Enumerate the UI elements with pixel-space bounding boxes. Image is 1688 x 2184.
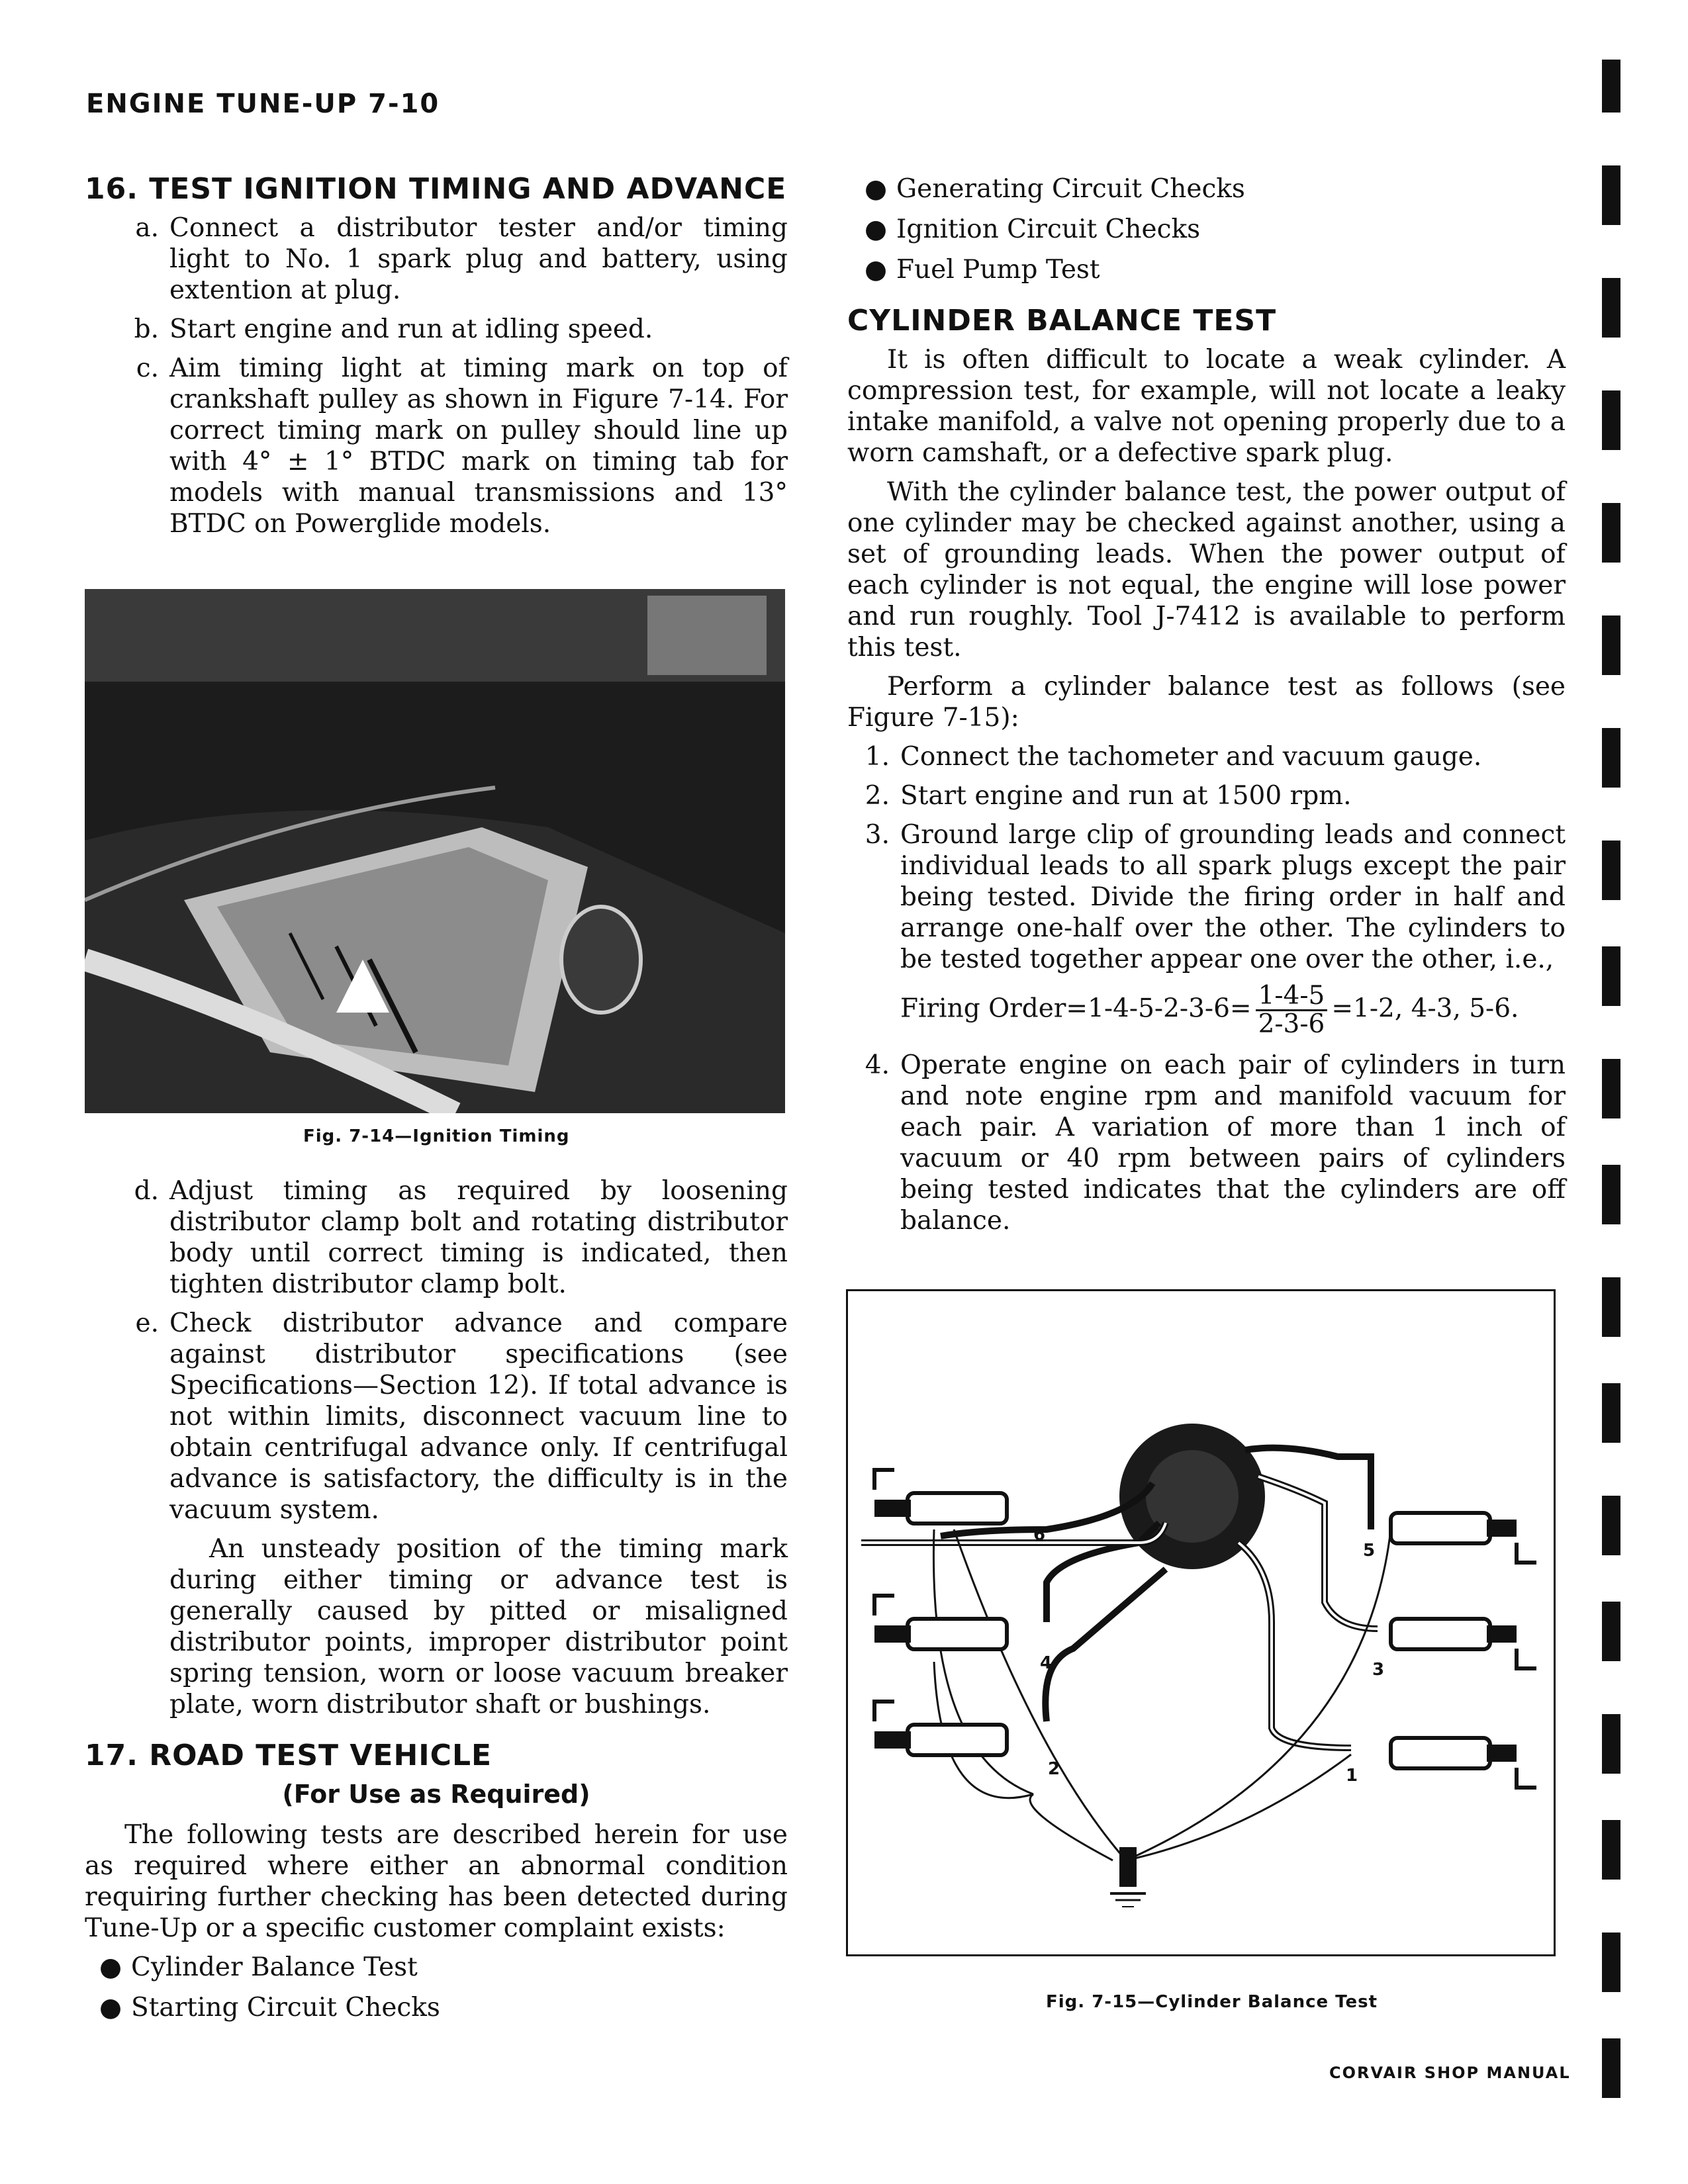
step-1: 1. Connect the tachometer and vacuum gauge. bbox=[865, 742, 1482, 772]
step-d: d. Adjust timing as required by loosening distributor clamp bolt and rotating distributor body until correct timing is indicated, then tighten distributor clamp bolt. bbox=[134, 1176, 788, 1299]
spark-plug-left-6 bbox=[874, 1470, 1007, 1524]
page-footer: CORVAIR SHOP MANUAL bbox=[1329, 2064, 1571, 2082]
step-b: b. Start engine and run at idling speed. bbox=[134, 314, 653, 344]
cylinder-balance-para-3: Perform a cylinder balance test as follows (see Figure 7-15): bbox=[847, 672, 1566, 733]
edge-mark bbox=[1602, 1383, 1620, 1443]
left-column-bottom bbox=[85, 1175, 788, 2032]
firing-order-fraction: $\frac{1-4-5}{2-3-6}$ bbox=[1256, 983, 1328, 1038]
cylinder-balance-para-1: It is often difficult to locate a weak cylinder. A compression test, for example, will not locate a leaky intake manifold, a valve not opening properly due to a worn camshaft, or a defective spark plug. bbox=[847, 345, 1566, 468]
section-16-title: 16. TEST IGNITION TIMING AND ADVANCE bbox=[85, 172, 787, 206]
step-a: a. Connect a distributor tester and/or timing light to No. 1 spark plug and battery, using extention at plug. bbox=[135, 213, 788, 305]
list-item: ● Ignition Circuit Checks bbox=[864, 214, 1201, 244]
cylinder-label-3: 3 bbox=[1372, 1660, 1385, 1680]
edge-mark bbox=[1602, 615, 1620, 675]
edge-mark bbox=[1602, 1496, 1620, 1555]
section-17-intro: The following tests are described herein for use as required where either an abnormal condition requiring further checking has been detected during Tune-Up or a specific customer complaint exists: bbox=[85, 1820, 788, 1943]
spark-plug-right-1 bbox=[1391, 1738, 1536, 1788]
ignition-timing-photo bbox=[85, 589, 785, 1113]
edge-mark bbox=[1602, 390, 1620, 450]
list-item: ● Cylinder Balance Test bbox=[99, 1952, 418, 1982]
edge-mark bbox=[1602, 60, 1620, 113]
step-3: 3. Ground large clip of grounding leads and connect individual leads to all spark plugs except the pair being tested. Divide the firing order in half and arrange one-half over the other. The cylinders to be tested together appear one over the other, i.e., bbox=[865, 820, 1566, 974]
right-column bbox=[847, 173, 1566, 1244]
firing-order-formula: Firing Order=1-4-5-2-3-6= $\frac{1-4-5}{2-3-6}$ =1-2, 4-3, 5-6. bbox=[900, 981, 1519, 1039]
list-item: ● Starting Circuit Checks bbox=[99, 1993, 440, 2023]
timing-note: An unsteady position of the timing mark during either timing or advance test is generally caused by pitted or misaligned distributor points, improper distributor point spring tension, worn or loose vacuum breaker plate, worn distributor shaft or bushings. bbox=[169, 1534, 788, 1719]
page-header: ENGINE TUNE-UP 7-10 bbox=[86, 89, 440, 119]
edge-mark bbox=[1602, 1602, 1620, 1661]
step-2: 2. Start engine and run at 1500 rpm. bbox=[865, 781, 1352, 811]
spark-plug-left-4 bbox=[874, 1596, 1007, 1649]
edge-mark bbox=[1602, 1714, 1620, 1774]
ignition-timing-illustration bbox=[85, 589, 785, 1113]
cylinder-balance-title: CYLINDER BALANCE TEST bbox=[847, 304, 1277, 338]
section-17-subtitle: (For Use as Required) bbox=[282, 1780, 590, 1809]
edge-mark bbox=[1602, 503, 1620, 563]
figure-15-caption: Fig. 7-15—Cylinder Balance Test bbox=[1046, 1992, 1378, 2012]
edge-mark bbox=[1602, 1820, 1620, 1880]
spark-plug-right-3 bbox=[1391, 1619, 1536, 1668]
step-c: c. Aim timing light at timing mark on top of crankshaft pulley as shown in Figure 7-14. For correct timing mark on pulley should line up with 4° ± 1° BTDC mark on timing tab for models with manual transmissions and 13° BTDC on Powerglide models. bbox=[136, 353, 788, 539]
cylinder-label-5: 5 bbox=[1363, 1541, 1376, 1561]
step-e: e. Check distributor advance and compare against distributor specifications (see Specifications—Section 12). If total advance is not within limits, disconnect vacuum line to obtain centrifugal advance only. If centrifugal advance is satisfactory, the difficulty is in the vacuum system. bbox=[135, 1308, 788, 1525]
left-column-top bbox=[85, 173, 788, 547]
cylinder-label-2: 2 bbox=[1048, 1759, 1060, 1779]
step-4: 4. Operate engine on each pair of cylinders in turn and note engine rpm and manifold vacuum for each pair. A variation of more than 1 inch of vacuum or 40 rpm between pairs of cylinders being tested indicates that the cylinders are off balance. bbox=[865, 1050, 1566, 1236]
cylinder-label-4: 4 bbox=[1040, 1653, 1053, 1673]
test-list-left bbox=[85, 1952, 788, 2023]
list-item: ● Generating Circuit Checks bbox=[864, 174, 1245, 204]
spark-plug-left-2 bbox=[874, 1702, 1007, 1755]
edge-mark bbox=[1602, 1059, 1620, 1118]
edge-mark bbox=[1602, 1933, 1620, 1992]
edge-mark bbox=[1602, 278, 1620, 338]
edge-mark bbox=[1602, 841, 1620, 900]
spark-plug-right-5 bbox=[1391, 1513, 1536, 1563]
edge-mark bbox=[1602, 165, 1620, 225]
figure-14-caption: Fig. 7-14—Ignition Timing bbox=[303, 1126, 570, 1146]
cylinder-label-6: 6 bbox=[1033, 1525, 1046, 1545]
edge-mark bbox=[1602, 946, 1620, 1006]
edge-mark bbox=[1602, 1165, 1620, 1224]
cylinder-balance-para-2: With the cylinder balance test, the power output of one cylinder may be checked against another, using a set of grounding leads. When the power output of each cylinder is not equal, the engine will lose power and run roughly. Tool J-7412 is available to perform this test. bbox=[847, 477, 1566, 662]
cylinder-label-1: 1 bbox=[1346, 1766, 1358, 1786]
edge-mark bbox=[1602, 728, 1620, 788]
test-list-right bbox=[847, 173, 1566, 285]
list-item: ● Fuel Pump Test bbox=[864, 255, 1100, 285]
section-17-title: 17. ROAD TEST VEHICLE bbox=[85, 1739, 492, 1772]
cylinder-balance-diagram bbox=[846, 1289, 1556, 1956]
cylinder-balance-illustration bbox=[848, 1291, 1554, 1954]
edge-mark bbox=[1602, 2038, 1620, 2098]
edge-mark bbox=[1602, 1277, 1620, 1337]
